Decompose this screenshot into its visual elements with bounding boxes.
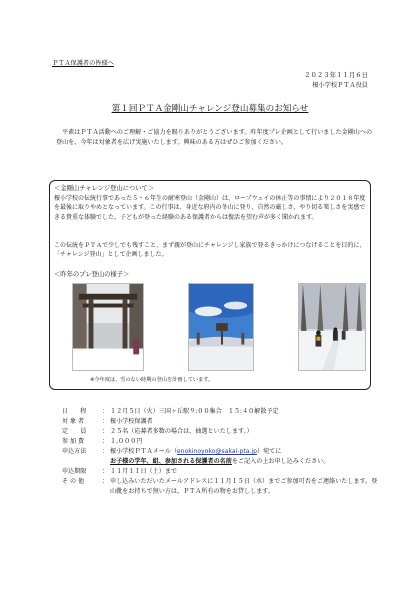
capacity-label: 定 員: [62, 428, 87, 435]
details-row-other: そ の 他 ： 申し込みいただいたメールアドレスに１１月１５日（水）までご参加可否をご連絡いたします。登山靴をお持ちで無い方は、ＰＴＡ所有の物をお貸しします。: [62, 477, 382, 497]
photos-heading: ＜昨年のプレ登山の様子＞: [54, 271, 130, 278]
details-row-apply: 申込方法 ： 榎小学校ＰＴＡメール（enokinoyoko@sakai-pta.jp）宛てに お子様の学年、組、参加される保護者の名前をご記入の上お申し込みください。: [62, 447, 382, 467]
details-row-deadline: 申込期限 ： １１月１１日（土）まで: [62, 467, 382, 477]
about-paragraph-2: この伝統をＰＴＡで少しでも残すこと、まず親が登山にチャレンジし家族で登るきっかけにつなげることを目的に、「チャレンジ登山」として企画しました。: [54, 242, 366, 259]
photo-snow-hikers: [298, 283, 366, 371]
apply-instruction: をご記入の上お申し込みください。: [231, 458, 330, 465]
intro-paragraph: 平素はＰＴＡ活動へのご理解・ご協力を賜りありがとうございます。昨年度プレ企画として行いました金剛山への登山を、今年は対象者を広げ実施いたします。興味のある方はぜひご参加ください。: [56, 129, 373, 146]
about-heading: ＜金剛山チャレンジ登山について＞: [54, 185, 155, 192]
issue-date: ２０２３年１１月６日: [304, 71, 368, 79]
details-row-capacity: 定 員 ： ２５名（応募者多数の場合は、抽選といたします。）: [62, 427, 382, 437]
deadline-value: １１月１１日（土）まで: [110, 468, 178, 475]
apply-label: 申込方法: [62, 448, 87, 455]
fee-label: 参 加 費: [62, 438, 85, 445]
target-value: 榎小学校保護者: [110, 418, 153, 425]
details-row-fee: 参 加 費 ： １,０００円: [62, 437, 382, 447]
event-details: [62, 407, 382, 497]
details-row-target: 対 象 者 ： 榎小学校保護者: [62, 417, 382, 427]
details-row-date: 日 程 ： １２月５日（火）三国ヶ丘駅９:００集合 １５:４０解散予定: [62, 407, 382, 417]
date-label: 日 程: [62, 408, 87, 415]
apply-value: [110, 447, 382, 467]
apply-required-info: お子様の学年、組、参加される保護者の名前: [110, 458, 232, 465]
capacity-value: ２５名（応募者多数の場合は、抽選といたします。）: [110, 428, 253, 435]
page-title: 第１回ＰＴＡ金剛山チャレンジ登山募集のお知らせ: [111, 104, 309, 114]
fee-value: １,０００円: [110, 438, 143, 445]
date-value: １２月５日（火）三国ヶ丘駅９:００集合 １５:４０解散予定: [110, 408, 279, 415]
apply-text-a: 榎小学校ＰＴＡメール（: [110, 448, 177, 455]
other-value: 申し込みいただいたメールアドレスに１１月１５日（水）までご参加可否をご連絡いたします。登山靴をお持ちで無い方は、ＰＴＡ所有の物をお貸しします。: [110, 478, 378, 495]
recipient-line: ＰＴＡ保護者の皆様へ: [52, 60, 114, 67]
target-label: 対 象 者: [62, 418, 85, 425]
photos-caption: ※今年度は、雪のない時期の登山を計画しています。: [90, 377, 214, 383]
sender: 榎小学校ＰＴＡ役員: [312, 82, 368, 89]
apply-text-b: ）宛てに: [257, 448, 282, 455]
photo-torii-gate: [72, 283, 144, 371]
other-label: そ の 他: [62, 478, 85, 485]
photo-summit-sign: [188, 283, 254, 371]
apply-email-link[interactable]: enokinoyoko@sakai-pta.jp: [176, 448, 257, 455]
about-paragraph-1: 榎小学校の伝統行事であった５・６年生の耐寒登山（金剛山）は、ロープウェイの休止等の事情により２０１８年度を最後に取りやめとなっています。この行事は、身近な府内の冬山に登り、自然の厳しさ、やり切る楽しさを実感できる貴重な体験でした。子どもが登った経験のある保護者からは復活を望む声が多く聞かれます。: [54, 195, 366, 221]
deadline-label: 申込期限: [62, 468, 87, 475]
